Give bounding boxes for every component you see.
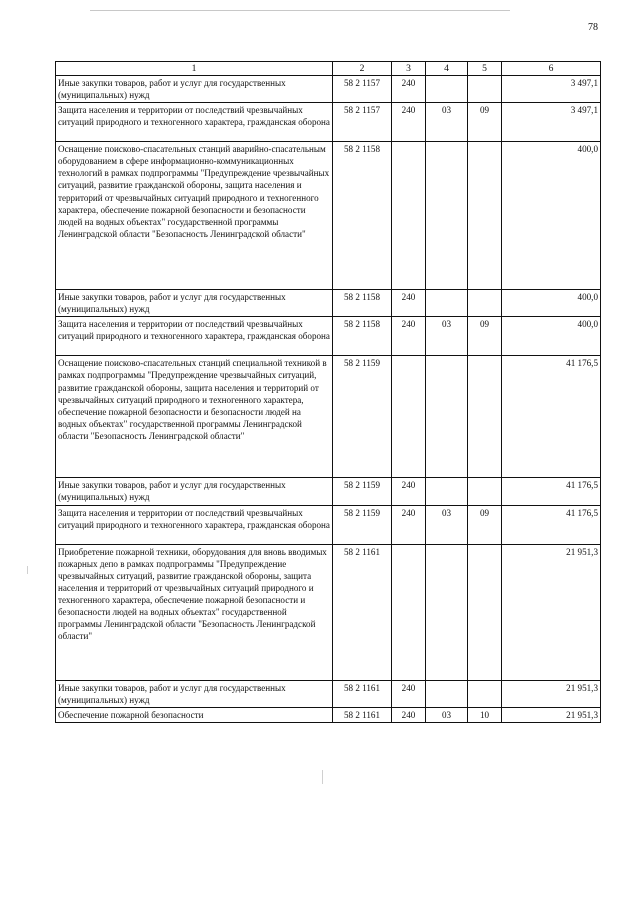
table-header-row: [56, 62, 601, 76]
row-rz: 03: [426, 707, 468, 722]
row-sum: 21 951,3: [502, 680, 601, 707]
table-row: [56, 103, 601, 142]
row-vr: 240: [392, 505, 426, 544]
table-row: [56, 505, 601, 544]
row-pr: 09: [468, 103, 502, 142]
header-cell: 6: [502, 62, 601, 76]
row-code: 58 2 1157: [333, 103, 392, 142]
scan-artifact: [322, 770, 323, 784]
row-pr: [468, 290, 502, 317]
row-rz: [426, 544, 468, 680]
table-row: [56, 317, 601, 356]
row-sum: 400,0: [502, 290, 601, 317]
row-name: Защита населения и территории от последствий чрезвычайных ситуаций природного и техногенного характера, гражданская оборона: [56, 317, 333, 356]
row-vr: [392, 142, 426, 290]
header-cell: 2: [333, 62, 392, 76]
header-cell: 3: [392, 62, 426, 76]
row-name: Иные закупки товаров, работ и услуг для государственных (муниципальных) нужд: [56, 76, 333, 103]
row-pr: [468, 680, 502, 707]
row-pr: [468, 142, 502, 290]
row-rz: [426, 356, 468, 478]
row-rz: 03: [426, 317, 468, 356]
scan-artifact: [27, 566, 28, 574]
row-name: Обеспечение пожарной безопасности: [56, 707, 333, 722]
row-vr: 240: [392, 680, 426, 707]
row-name: Оснащение поисково-спасательных станций аварийно-спасательным оборудованием в сфере информационно-коммуникационных технологий в рамках подпрограммы "Предупреждение чрезвычайных ситуаций, развитие гражданской обороны, защита населения и территорий от чрезвычайных ситуаций природного и техногенного характера, обеспечение пожарной безопасности и безопасности людей на водных объектах" государственной программы Ленинградской области "Безопасность Ленинградской области": [56, 142, 333, 290]
row-vr: 240: [392, 317, 426, 356]
row-name: Защита населения и территории от последствий чрезвычайных ситуаций природного и техногенного характера, гражданская оборона: [56, 505, 333, 544]
table-row: [56, 680, 601, 707]
row-name: Оснащение поисково-спасательных станций специальной техникой в рамках подпрограммы "Предупреждение чрезвычайных ситуаций, развитие гражданской обороны, защита населения и территорий от чрезвычайных ситуаций природного и техногенного характера, обеспечение пожарной безопасности и безопасности людей на водных объектах" государственной программы Ленинградской области "Безопасность Ленинградской области": [56, 356, 333, 478]
row-code: 58 2 1159: [333, 478, 392, 505]
row-code: 58 2 1157: [333, 76, 392, 103]
row-rz: 03: [426, 505, 468, 544]
row-rz: [426, 76, 468, 103]
row-code: 58 2 1161: [333, 707, 392, 722]
row-pr: [468, 478, 502, 505]
row-vr: 240: [392, 707, 426, 722]
row-sum: 400,0: [502, 317, 601, 356]
row-code: 58 2 1158: [333, 142, 392, 290]
row-code: 58 2 1159: [333, 356, 392, 478]
row-rz: [426, 290, 468, 317]
row-sum: 3 497,1: [502, 76, 601, 103]
row-pr: [468, 76, 502, 103]
header-cell: 1: [56, 62, 333, 76]
row-name: Приобретение пожарной техники, оборудования для вновь вводимых пожарных депо в рамках подпрограммы "Предупреждение чрезвычайных ситуаций, развитие гражданской обороны, защита населения и территорий от чрезвычайных ситуаций природного и техногенного характера, обеспечение пожарной безопасности и безопасности людей на водных объектах" государственной программы Ленинградской области "Безопасность Ленинградской области": [56, 544, 333, 680]
row-code: 58 2 1158: [333, 290, 392, 317]
row-rz: 03: [426, 103, 468, 142]
table-row: [56, 544, 601, 680]
table-row: [56, 356, 601, 478]
row-pr: 10: [468, 707, 502, 722]
row-pr: 09: [468, 505, 502, 544]
row-vr: 240: [392, 478, 426, 505]
row-sum: 41 176,5: [502, 478, 601, 505]
header-cell: 4: [426, 62, 468, 76]
row-code: 58 2 1159: [333, 505, 392, 544]
row-name: Иные закупки товаров, работ и услуг для государственных (муниципальных) нужд: [56, 680, 333, 707]
row-code: 58 2 1161: [333, 680, 392, 707]
row-vr: 240: [392, 103, 426, 142]
row-sum: 41 176,5: [502, 505, 601, 544]
row-pr: 09: [468, 317, 502, 356]
row-pr: [468, 356, 502, 478]
row-pr: [468, 544, 502, 680]
table-row: [56, 290, 601, 317]
scan-top-rule: [90, 10, 510, 11]
row-sum: 21 951,3: [502, 707, 601, 722]
table-row: [56, 707, 601, 722]
row-sum: 41 176,5: [502, 356, 601, 478]
row-vr: 240: [392, 76, 426, 103]
row-code: 58 2 1158: [333, 317, 392, 356]
row-sum: 3 497,1: [502, 103, 601, 142]
table-row: [56, 76, 601, 103]
row-code: 58 2 1161: [333, 544, 392, 680]
row-sum: 21 951,3: [502, 544, 601, 680]
row-rz: [426, 680, 468, 707]
table-row: [56, 142, 601, 290]
row-vr: 240: [392, 290, 426, 317]
row-vr: [392, 544, 426, 680]
row-vr: [392, 356, 426, 478]
row-name: Иные закупки товаров, работ и услуг для государственных (муниципальных) нужд: [56, 290, 333, 317]
header-cell: 5: [468, 62, 502, 76]
row-name: Защита населения и территории от последствий чрезвычайных ситуаций природного и техногенного характера, гражданская оборона: [56, 103, 333, 142]
table-row: [56, 478, 601, 505]
row-rz: [426, 142, 468, 290]
row-name: Иные закупки товаров, работ и услуг для государственных (муниципальных) нужд: [56, 478, 333, 505]
budget-table: [55, 61, 601, 723]
row-rz: [426, 478, 468, 505]
page-number: 78: [588, 22, 598, 33]
row-sum: 400,0: [502, 142, 601, 290]
